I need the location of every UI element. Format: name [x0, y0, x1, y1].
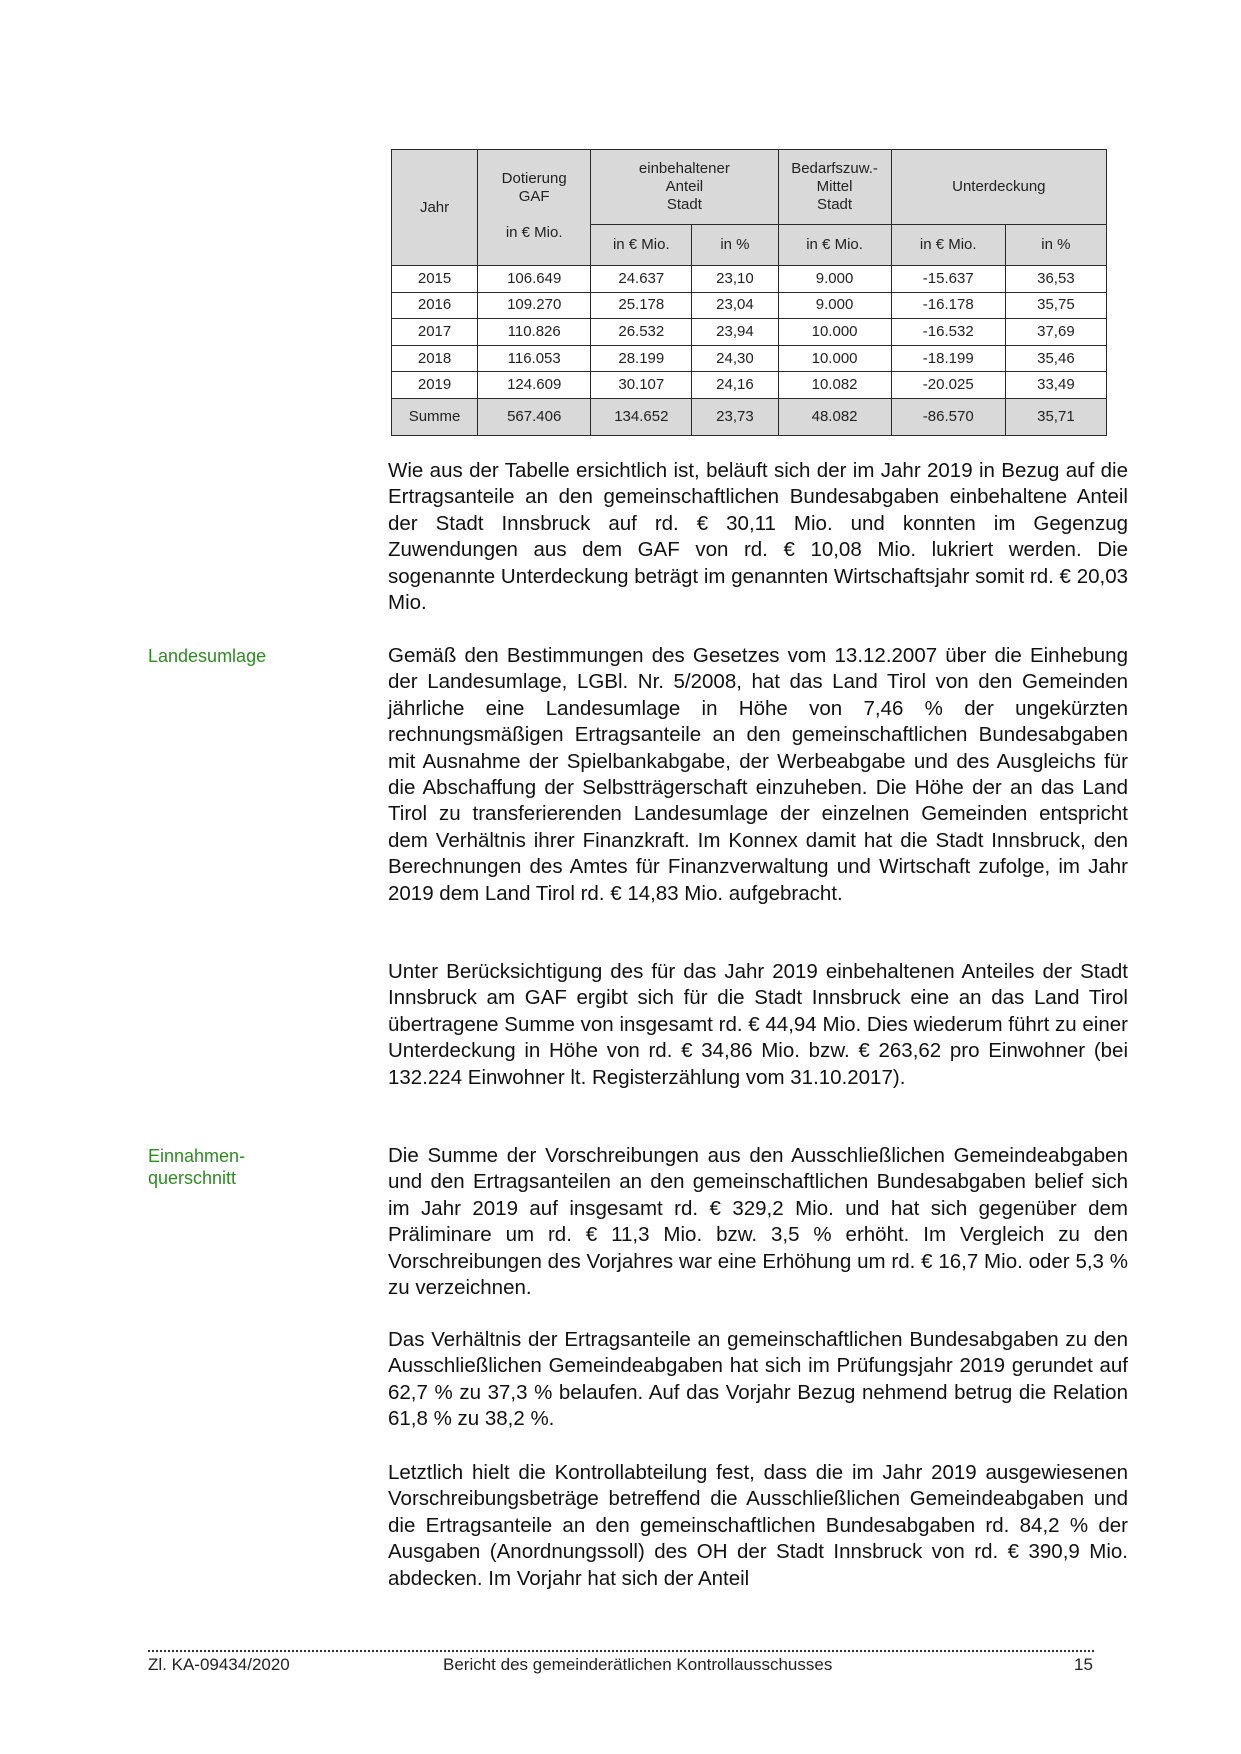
cell: 28.199 — [591, 345, 692, 372]
cell: 134.652 — [591, 398, 692, 435]
cell: 9.000 — [778, 292, 891, 319]
cell: 116.053 — [478, 345, 591, 372]
footer-reference: Zl. KA-09434/2020 — [148, 1655, 290, 1674]
cell: 23,04 — [692, 292, 778, 319]
subheader: in % — [1005, 225, 1106, 266]
subheader: in € Mio. — [591, 225, 692, 266]
header-einbehalten: einbehaltener Anteil Stadt — [591, 150, 778, 225]
header-jahr: Jahr — [392, 150, 478, 266]
table-row — [392, 292, 1107, 319]
cell: 33,49 — [1005, 372, 1106, 399]
cell: -20.025 — [891, 372, 1005, 399]
table-header-row — [392, 150, 1107, 225]
cell: 567.406 — [478, 398, 591, 435]
cell: 10.000 — [778, 319, 891, 346]
table-row — [392, 345, 1107, 372]
cell-sum-label: Summe — [392, 398, 478, 435]
header-bedarf: Bedarfszuw.- Mittel Stadt — [778, 150, 891, 225]
cell: 23,10 — [692, 266, 778, 293]
cell: 23,73 — [692, 398, 778, 435]
cell: 24,16 — [692, 372, 778, 399]
header-unterdeckung: Unterdeckung — [891, 150, 1106, 225]
margin-label-landesumlage: Landesumlage — [148, 646, 267, 666]
cell: 23,94 — [692, 319, 778, 346]
cell: 36,53 — [1005, 266, 1106, 293]
cell: -16.178 — [891, 292, 1005, 319]
cell: 26.532 — [591, 319, 692, 346]
cell-year: 2018 — [392, 345, 478, 372]
paragraph-einnahmen: Die Summe der Vorschreibungen aus den Ausschließlichen Gemeindeabgaben und den Ertragsanteilen an den gemeinschaftlichen Bundesabgaben belief sich im Jahr 2019 auf insgesamt rd. € 329,2 Mio. und hat sich gegenüber dem Präliminare um rd. € 11,3 Mio. bzw. 3,5 % erhöht. Im Vergleich zu den Vorschreibungen des Vorjahres war eine Erhöhung um rd. € 16,7 Mio. oder 5,3 % zu verzeichnen. — [388, 1144, 1128, 1300]
cell: 106.649 — [478, 266, 591, 293]
subheader: in % — [692, 225, 778, 266]
cell: 35,75 — [1005, 292, 1106, 319]
cell-year: 2016 — [392, 292, 478, 319]
cell: 110.826 — [478, 319, 591, 346]
cell: 10.000 — [778, 345, 891, 372]
header-dotierung: Dotierung GAF in € Mio. — [478, 150, 591, 266]
cell: 24,30 — [692, 345, 778, 372]
footer-divider — [148, 1640, 1094, 1652]
table-row — [392, 266, 1107, 293]
table-row — [392, 319, 1107, 346]
cell: 10.082 — [778, 372, 891, 399]
cell: 35,46 — [1005, 345, 1106, 372]
paragraph-verhaeltnis: Das Verhältnis der Ertragsanteile an gemeinschaftlichen Bundesabgaben zu den Ausschließlichen Gemeindeabgaben hat sich im Prüfungsjahr 2019 gerundet auf 62,7 % zu 37,3 % belaufen. Auf das Vorjahr Bezug nehmend betrug die Relation 61,8 % zu 38,2 %. — [388, 1328, 1128, 1431]
cell: 24.637 — [591, 266, 692, 293]
cell: -18.199 — [891, 345, 1005, 372]
table-row — [392, 372, 1107, 399]
cell: 35,71 — [1005, 398, 1106, 435]
table-sum-row — [392, 398, 1107, 435]
cell: 9.000 — [778, 266, 891, 293]
cell: 37,69 — [1005, 319, 1106, 346]
cell: 25.178 — [591, 292, 692, 319]
cell: -16.532 — [891, 319, 1005, 346]
subheader: in € Mio. — [778, 225, 891, 266]
paragraph-kontrollabteilung: Letztlich hielt die Kontrollabteilung fest, dass die im Jahr 2019 ausgewiesenen Vorschreibungsbeträge betreffend die Ausschließlichen Gemeindeabgaben und die Ertragsanteile an den gemeinschaftlichen Bundesabgaben rd. 84,2 % der Ausgaben (Anordnungssoll) des OH der Stadt Innsbruck von rd. € 390,9 Mio. abdecken. Im Vorjahr hat sich der Anteil — [388, 1461, 1128, 1590]
cell: 48.082 — [778, 398, 891, 435]
footer-page-number: 15 — [1074, 1655, 1093, 1674]
gaf-table — [391, 149, 1107, 436]
cell: 124.609 — [478, 372, 591, 399]
cell-year: 2019 — [392, 372, 478, 399]
paragraph-landesumlage: Gemäß den Bestimmungen des Gesetzes vom 13.12.2007 über die Einhebung der Landesumlage, LGBl. Nr. 5/2008, hat das Land Tirol von den Gemeinden jährliche eine Landesumlage in Höhe von 7,46 % der ungekürzten rechnungsmäßigen Ertragsanteile an den gemeinschaftlichen Bundesabgaben mit Ausnahme der Spielbankabgabe, der Werbeabgabe und des Ausgleichs für die Abschaffung der Selbstträgerschaft einzuheben. Die Höhe der an das Land Tirol zu transferierenden Landesumlage der einzelnen Gemeinden entspricht dem Verhältnis ihrer Finanzkraft. Im Konnex damit hat die Stadt Innsbruck, den Berechnungen des Amtes für Finanzverwaltung und Wirtschaft zufolge, im Jahr 2019 dem Land Tirol rd. € 14,83 Mio. aufgebracht. — [388, 644, 1128, 905]
cell: -86.570 — [891, 398, 1005, 435]
cell: 109.270 — [478, 292, 591, 319]
cell-year: 2015 — [392, 266, 478, 293]
paragraph-unterdeckung: Unter Berücksichtigung des für das Jahr 2019 einbehaltenen Anteiles der Stadt Innsbruck am GAF ergibt sich für die Stadt Innsbruck eine an das Land Tirol übertragene Summe von insgesamt rd. € 44,94 Mio. Dies wiederum führt zu einer Unterdeckung in Höhe von rd. € 34,86 Mio. bzw. € 263,62 pro Einwohner (bei 132.224 Einwohner lt. Registerzählung vom 31.10.2017). — [388, 960, 1128, 1089]
footer-title: Bericht des gemeinderätlichen Kontrollausschusses — [443, 1655, 833, 1674]
cell: 30.107 — [591, 372, 692, 399]
paragraph-table-summary: Wie aus der Tabelle ersichtlich ist, beläuft sich der im Jahr 2019 in Bezug auf die Ertragsanteile an den gemeinschaftlichen Bundesabgaben einbehaltene Anteil der Stadt Innsbruck auf rd. € 30,11 Mio. und konnten im Gegenzug Zuwendungen aus dem GAF von rd. € 10,08 Mio. lukriert werden. Die sogenannte Unterdeckung beträgt im genannten Wirtschaftsjahr somit rd. € 20,03 Mio. — [388, 459, 1128, 615]
cell-year: 2017 — [392, 319, 478, 346]
margin-label-einnahmenquerschnitt: Einnahmen- querschnitt — [148, 1146, 246, 1188]
subheader: in € Mio. — [891, 225, 1005, 266]
cell: -15.637 — [891, 266, 1005, 293]
